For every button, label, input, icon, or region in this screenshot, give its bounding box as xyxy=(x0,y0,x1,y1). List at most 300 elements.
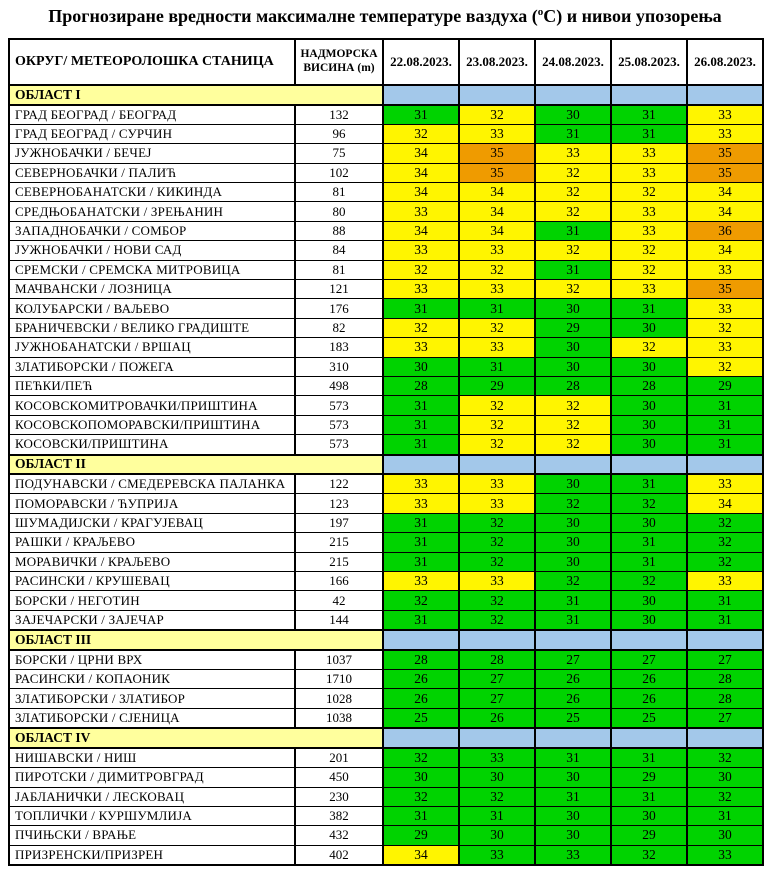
station-row xyxy=(9,280,763,299)
temperature-cell: 30 xyxy=(611,513,687,532)
forecast-table xyxy=(8,38,764,866)
altitude-cell: 201 xyxy=(295,748,383,768)
temperature-cell: 33 xyxy=(459,241,535,260)
temperature-cell: 30 xyxy=(383,357,459,376)
section-spacer-cell xyxy=(459,630,535,650)
temperature-cell: 33 xyxy=(383,571,459,590)
temperature-cell: 29 xyxy=(459,376,535,395)
temperature-cell: 32 xyxy=(459,552,535,571)
section-spacer-cell xyxy=(459,728,535,748)
temperature-cell: 27 xyxy=(459,689,535,708)
section-spacer-cell xyxy=(459,85,535,105)
temperature-cell: 33 xyxy=(383,280,459,299)
temperature-cell: 26 xyxy=(535,689,611,708)
altitude-cell: 80 xyxy=(295,202,383,221)
temperature-cell: 26 xyxy=(459,708,535,728)
station-name-cell: КОЛУБАРСКИ / ВАЉЕВО xyxy=(9,299,295,318)
temperature-cell: 32 xyxy=(459,533,535,552)
temperature-cell: 31 xyxy=(383,610,459,630)
temperature-cell: 30 xyxy=(611,591,687,610)
temperature-cell: 31 xyxy=(611,474,687,494)
temperature-cell: 31 xyxy=(611,124,687,143)
section-row xyxy=(9,728,763,748)
station-row xyxy=(9,105,763,125)
station-row xyxy=(9,513,763,532)
temperature-cell: 35 xyxy=(687,144,763,163)
temperature-cell: 31 xyxy=(687,610,763,630)
station-row xyxy=(9,183,763,202)
section-spacer-cell xyxy=(611,85,687,105)
temperature-cell: 26 xyxy=(535,670,611,689)
temperature-cell: 35 xyxy=(687,163,763,182)
station-row xyxy=(9,670,763,689)
temperature-cell: 32 xyxy=(459,435,535,455)
station-name-cell: СЕВЕРНОБАЧКИ / ПАЛИЋ xyxy=(9,163,295,182)
altitude-cell: 176 xyxy=(295,299,383,318)
temperature-cell: 32 xyxy=(459,396,535,415)
altitude-cell: 382 xyxy=(295,806,383,825)
column-header-date: 22.08.2023. xyxy=(383,39,459,85)
temperature-cell: 27 xyxy=(459,670,535,689)
temperature-cell: 32 xyxy=(687,787,763,806)
altitude-cell: 82 xyxy=(295,318,383,337)
column-header-altitude: НАДМОРСКА ВИСИНА (m) xyxy=(295,39,383,85)
temperature-cell: 31 xyxy=(383,435,459,455)
header-row xyxy=(9,39,763,85)
temperature-cell: 33 xyxy=(535,845,611,865)
altitude-cell: 42 xyxy=(295,591,383,610)
station-name-cell: ЈУЖНОБАНАТСКИ / ВРШАЦ xyxy=(9,338,295,357)
temperature-cell: 30 xyxy=(611,396,687,415)
temperature-cell: 33 xyxy=(459,124,535,143)
temperature-cell: 33 xyxy=(611,202,687,221)
station-name-cell: БОРСКИ / ЦРНИ ВРХ xyxy=(9,650,295,670)
station-row xyxy=(9,357,763,376)
temperature-cell: 30 xyxy=(611,806,687,825)
section-row xyxy=(9,630,763,650)
temperature-cell: 32 xyxy=(535,241,611,260)
temperature-cell: 32 xyxy=(611,494,687,513)
temperature-cell: 31 xyxy=(383,513,459,532)
temperature-cell: 32 xyxy=(535,280,611,299)
station-name-cell: ЈУЖНОБАЧКИ / БЕЧЕЈ xyxy=(9,144,295,163)
temperature-cell: 33 xyxy=(687,338,763,357)
altitude-cell: 75 xyxy=(295,144,383,163)
title-text-prefix: Прогнозиране вредности максималне температуре ваздуха ( xyxy=(48,6,538,26)
temperature-cell: 28 xyxy=(383,376,459,395)
altitude-cell: 215 xyxy=(295,552,383,571)
temperature-cell: 25 xyxy=(611,708,687,728)
section-spacer-cell xyxy=(687,728,763,748)
station-name-cell: РАШКИ / КРАЉЕВО xyxy=(9,533,295,552)
altitude-cell: 498 xyxy=(295,376,383,395)
station-row xyxy=(9,768,763,787)
altitude-cell: 402 xyxy=(295,845,383,865)
temperature-cell: 34 xyxy=(687,183,763,202)
station-row xyxy=(9,494,763,513)
temperature-cell: 30 xyxy=(611,357,687,376)
altitude-cell: 310 xyxy=(295,357,383,376)
column-header-date: 24.08.2023. xyxy=(535,39,611,85)
temperature-cell: 32 xyxy=(535,396,611,415)
station-name-cell: ШУМАДИЈСКИ / КРАГУЈЕВАЦ xyxy=(9,513,295,532)
temperature-cell: 27 xyxy=(687,708,763,728)
forecast-table-body xyxy=(9,85,763,865)
temperature-cell: 27 xyxy=(611,650,687,670)
temperature-cell: 33 xyxy=(611,144,687,163)
temperature-cell: 28 xyxy=(383,650,459,670)
station-name-cell: СРЕМСКИ / СРЕМСКА МИТРОВИЦА xyxy=(9,260,295,279)
temperature-cell: 32 xyxy=(611,338,687,357)
temperature-cell: 32 xyxy=(687,533,763,552)
section-spacer-cell xyxy=(687,85,763,105)
temperature-cell: 32 xyxy=(535,494,611,513)
station-name-cell: РАСИНСКИ / КОПАОНИК xyxy=(9,670,295,689)
station-row xyxy=(9,826,763,845)
title-degree-sup: о xyxy=(537,6,544,18)
station-name-cell: ПИРОТСКИ / ДИМИТРОВГРАД xyxy=(9,768,295,787)
section-spacer-cell xyxy=(459,455,535,475)
station-row xyxy=(9,474,763,494)
temperature-cell: 32 xyxy=(687,357,763,376)
temperature-cell: 33 xyxy=(459,338,535,357)
temperature-cell: 32 xyxy=(383,260,459,279)
temperature-cell: 30 xyxy=(459,768,535,787)
temperature-cell: 30 xyxy=(535,768,611,787)
temperature-cell: 25 xyxy=(535,708,611,728)
altitude-cell: 96 xyxy=(295,124,383,143)
altitude-cell: 197 xyxy=(295,513,383,532)
temperature-cell: 29 xyxy=(535,318,611,337)
temperature-cell: 31 xyxy=(611,552,687,571)
temperature-cell: 34 xyxy=(687,202,763,221)
station-name-cell: ПОДУНАВСКИ / СМЕДЕРЕВСКА ПАЛАНКА xyxy=(9,474,295,494)
temperature-cell: 27 xyxy=(687,650,763,670)
temperature-cell: 32 xyxy=(535,183,611,202)
station-row xyxy=(9,396,763,415)
temperature-cell: 31 xyxy=(535,260,611,279)
section-spacer-cell xyxy=(687,630,763,650)
station-name-cell: БОРСКИ / НЕГОТИН xyxy=(9,591,295,610)
temperature-cell: 32 xyxy=(535,571,611,590)
altitude-cell: 573 xyxy=(295,415,383,434)
station-name-cell: ЗЛАТИБОРСКИ / ПОЖЕГА xyxy=(9,357,295,376)
temperature-cell: 32 xyxy=(611,845,687,865)
temperature-cell: 31 xyxy=(383,806,459,825)
temperature-cell: 33 xyxy=(459,845,535,865)
section-spacer-cell xyxy=(383,630,459,650)
temperature-cell: 29 xyxy=(687,376,763,395)
station-row xyxy=(9,708,763,728)
temperature-cell: 31 xyxy=(687,435,763,455)
section-label: ОБЛАСТ IV xyxy=(9,728,383,748)
temperature-cell: 32 xyxy=(459,105,535,125)
altitude-cell: 1710 xyxy=(295,670,383,689)
station-row xyxy=(9,318,763,337)
temperature-cell: 34 xyxy=(459,202,535,221)
temperature-cell: 35 xyxy=(459,163,535,182)
temperature-cell: 31 xyxy=(383,299,459,318)
station-name-cell: ЈАБЛАНИЧКИ / ЛЕСКОВАЦ xyxy=(9,787,295,806)
temperature-cell: 32 xyxy=(687,318,763,337)
section-spacer-cell xyxy=(383,455,459,475)
altitude-cell: 121 xyxy=(295,280,383,299)
temperature-cell: 33 xyxy=(687,260,763,279)
altitude-cell: 81 xyxy=(295,183,383,202)
station-row xyxy=(9,552,763,571)
temperature-cell: 31 xyxy=(535,124,611,143)
station-row xyxy=(9,221,763,240)
altitude-cell: 88 xyxy=(295,221,383,240)
station-row xyxy=(9,124,763,143)
altitude-cell: 573 xyxy=(295,396,383,415)
temperature-cell: 34 xyxy=(383,144,459,163)
altitude-cell: 144 xyxy=(295,610,383,630)
altitude-cell: 81 xyxy=(295,260,383,279)
station-name-cell: ПЧИЊСКИ / ВРАЊЕ xyxy=(9,826,295,845)
temperature-cell: 28 xyxy=(535,376,611,395)
temperature-cell: 25 xyxy=(383,708,459,728)
section-spacer-cell xyxy=(611,630,687,650)
altitude-cell: 450 xyxy=(295,768,383,787)
temperature-cell: 32 xyxy=(535,163,611,182)
temperature-cell: 30 xyxy=(535,826,611,845)
temperature-cell: 26 xyxy=(383,670,459,689)
station-row xyxy=(9,650,763,670)
temperature-cell: 30 xyxy=(535,357,611,376)
temperature-cell: 33 xyxy=(459,748,535,768)
temperature-cell: 31 xyxy=(383,533,459,552)
station-row xyxy=(9,415,763,434)
temperature-cell: 35 xyxy=(459,144,535,163)
temperature-cell: 32 xyxy=(687,552,763,571)
temperature-cell: 33 xyxy=(687,299,763,318)
temperature-cell: 30 xyxy=(459,826,535,845)
temperature-cell: 28 xyxy=(459,650,535,670)
station-row xyxy=(9,748,763,768)
temperature-cell: 33 xyxy=(459,494,535,513)
altitude-cell: 84 xyxy=(295,241,383,260)
temperature-cell: 31 xyxy=(535,748,611,768)
section-spacer-cell xyxy=(687,455,763,475)
temperature-cell: 34 xyxy=(383,221,459,240)
station-name-cell: КОСОВСКОПОМОРАВСКИ/ПРИШТИНА xyxy=(9,415,295,434)
temperature-cell: 35 xyxy=(687,280,763,299)
temperature-cell: 30 xyxy=(535,552,611,571)
temperature-cell: 31 xyxy=(535,591,611,610)
temperature-cell: 30 xyxy=(535,338,611,357)
temperature-cell: 31 xyxy=(687,806,763,825)
station-name-cell: ПЕЋКИ/ПЕЋ xyxy=(9,376,295,395)
section-spacer-cell xyxy=(611,728,687,748)
section-spacer-cell xyxy=(383,85,459,105)
station-row xyxy=(9,144,763,163)
temperature-cell: 32 xyxy=(459,415,535,434)
temperature-cell: 26 xyxy=(383,689,459,708)
temperature-cell: 32 xyxy=(611,260,687,279)
station-name-cell: ЗАПАДНОБАЧКИ / СОМБОР xyxy=(9,221,295,240)
temperature-cell: 33 xyxy=(611,221,687,240)
station-row xyxy=(9,806,763,825)
temperature-cell: 33 xyxy=(383,338,459,357)
temperature-cell: 33 xyxy=(383,474,459,494)
temperature-cell: 29 xyxy=(611,826,687,845)
temperature-cell: 26 xyxy=(611,689,687,708)
station-name-cell: СРЕДЊОБАНАТСКИ / ЗРЕЊАНИН xyxy=(9,202,295,221)
temperature-cell: 32 xyxy=(383,318,459,337)
temperature-cell: 31 xyxy=(459,806,535,825)
temperature-cell: 32 xyxy=(687,748,763,768)
temperature-cell: 34 xyxy=(383,183,459,202)
station-row xyxy=(9,571,763,590)
temperature-cell: 30 xyxy=(535,474,611,494)
section-row xyxy=(9,455,763,475)
temperature-cell: 32 xyxy=(611,183,687,202)
station-row xyxy=(9,338,763,357)
temperature-cell: 33 xyxy=(687,474,763,494)
station-name-cell: НИШАВСКИ / НИШ xyxy=(9,748,295,768)
temperature-cell: 26 xyxy=(611,670,687,689)
temperature-cell: 31 xyxy=(611,105,687,125)
temperature-cell: 31 xyxy=(611,533,687,552)
temperature-cell: 32 xyxy=(611,571,687,590)
temperature-cell: 31 xyxy=(535,221,611,240)
station-name-cell: МОРАВИЧКИ / КРАЉЕВО xyxy=(9,552,295,571)
station-name-cell: КОСОВСКОМИТРОВАЧКИ/ПРИШТИНА xyxy=(9,396,295,415)
altitude-cell: 1037 xyxy=(295,650,383,670)
station-name-cell: РАСИНСКИ / КРУШЕВАЦ xyxy=(9,571,295,590)
temperature-cell: 32 xyxy=(459,318,535,337)
altitude-cell: 1028 xyxy=(295,689,383,708)
temperature-cell: 33 xyxy=(383,241,459,260)
temperature-cell: 30 xyxy=(535,105,611,125)
temperature-cell: 33 xyxy=(383,494,459,513)
temperature-cell: 32 xyxy=(459,787,535,806)
temperature-cell: 34 xyxy=(687,241,763,260)
temperature-cell: 32 xyxy=(459,513,535,532)
station-name-cell: БРАНИЧЕВСКИ / ВЕЛИКО ГРАДИШТЕ xyxy=(9,318,295,337)
station-name-cell: СЕВЕРНОБАНАТСКИ / КИКИНДА xyxy=(9,183,295,202)
station-name-cell: КОСОВСКИ/ПРИШТИНА xyxy=(9,435,295,455)
temperature-cell: 32 xyxy=(611,241,687,260)
temperature-cell: 34 xyxy=(687,494,763,513)
station-name-cell: ЗЛАТИБОРСКИ / ЗЛАТИБОР xyxy=(9,689,295,708)
title-text-suffix: C) и нивои упозорења xyxy=(543,6,722,26)
temperature-cell: 30 xyxy=(535,533,611,552)
temperature-cell: 32 xyxy=(383,787,459,806)
station-row xyxy=(9,299,763,318)
station-name-cell: ПОМОРАВСКИ / ЋУПРИЈА xyxy=(9,494,295,513)
altitude-cell: 132 xyxy=(295,105,383,125)
station-row xyxy=(9,610,763,630)
section-spacer-cell xyxy=(535,85,611,105)
temperature-cell: 31 xyxy=(383,396,459,415)
temperature-cell: 34 xyxy=(459,183,535,202)
temperature-cell: 33 xyxy=(383,202,459,221)
section-label: ОБЛАСТ III xyxy=(9,630,383,650)
temperature-cell: 30 xyxy=(687,768,763,787)
temperature-cell: 34 xyxy=(383,163,459,182)
altitude-cell: 123 xyxy=(295,494,383,513)
section-spacer-cell xyxy=(383,728,459,748)
section-label: ОБЛАСТ I xyxy=(9,85,383,105)
altitude-cell: 573 xyxy=(295,435,383,455)
column-header-station: ОКРУГ/ МЕТЕОРОЛОШКА СТАНИЦА xyxy=(9,39,295,85)
temperature-cell: 31 xyxy=(459,299,535,318)
temperature-cell: 33 xyxy=(459,280,535,299)
temperature-cell: 31 xyxy=(535,610,611,630)
station-row xyxy=(9,376,763,395)
temperature-cell: 33 xyxy=(687,124,763,143)
altitude-cell: 183 xyxy=(295,338,383,357)
temperature-cell: 30 xyxy=(383,768,459,787)
temperature-cell: 30 xyxy=(535,299,611,318)
temperature-cell: 30 xyxy=(611,415,687,434)
temperature-cell: 30 xyxy=(611,610,687,630)
temperature-cell: 33 xyxy=(687,105,763,125)
altitude-cell: 230 xyxy=(295,787,383,806)
temperature-cell: 33 xyxy=(535,144,611,163)
temperature-cell: 31 xyxy=(687,591,763,610)
temperature-cell: 28 xyxy=(687,689,763,708)
temperature-cell: 27 xyxy=(535,650,611,670)
temperature-cell: 33 xyxy=(687,845,763,865)
station-row xyxy=(9,689,763,708)
temperature-cell: 30 xyxy=(535,806,611,825)
temperature-cell: 32 xyxy=(383,748,459,768)
temperature-cell: 30 xyxy=(611,318,687,337)
altitude-cell: 1038 xyxy=(295,708,383,728)
temperature-cell: 32 xyxy=(535,415,611,434)
station-row xyxy=(9,533,763,552)
temperature-cell: 34 xyxy=(383,845,459,865)
station-name-cell: ТОПЛИЧКИ / КУРШУМЛИЈА xyxy=(9,806,295,825)
station-row xyxy=(9,260,763,279)
altitude-cell: 122 xyxy=(295,474,383,494)
station-name-cell: ПРИЗРЕНСКИ/ПРИЗРЕН xyxy=(9,845,295,865)
station-row xyxy=(9,202,763,221)
temperature-cell: 32 xyxy=(383,124,459,143)
section-row xyxy=(9,85,763,105)
temperature-cell: 31 xyxy=(383,105,459,125)
altitude-cell: 432 xyxy=(295,826,383,845)
temperature-cell: 29 xyxy=(383,826,459,845)
station-row xyxy=(9,241,763,260)
temperature-cell: 31 xyxy=(611,787,687,806)
page-title xyxy=(2,6,768,27)
station-name-cell: ГРАД БЕОГРАД / БЕОГРАД xyxy=(9,105,295,125)
temperature-cell: 32 xyxy=(459,610,535,630)
section-spacer-cell xyxy=(535,630,611,650)
temperature-cell: 33 xyxy=(459,571,535,590)
altitude-cell: 166 xyxy=(295,571,383,590)
temperature-cell: 28 xyxy=(687,670,763,689)
temperature-cell: 33 xyxy=(459,474,535,494)
altitude-cell: 215 xyxy=(295,533,383,552)
temperature-cell: 34 xyxy=(459,221,535,240)
temperature-cell: 33 xyxy=(687,571,763,590)
temperature-cell: 31 xyxy=(535,787,611,806)
column-header-date: 25.08.2023. xyxy=(611,39,687,85)
station-row xyxy=(9,591,763,610)
temperature-cell: 31 xyxy=(611,299,687,318)
temperature-cell: 32 xyxy=(383,591,459,610)
temperature-cell: 30 xyxy=(535,513,611,532)
station-name-cell: ГРАД БЕОГРАД / СУРЧИН xyxy=(9,124,295,143)
temperature-cell: 33 xyxy=(611,280,687,299)
temperature-cell: 31 xyxy=(383,415,459,434)
temperature-cell: 31 xyxy=(687,415,763,434)
